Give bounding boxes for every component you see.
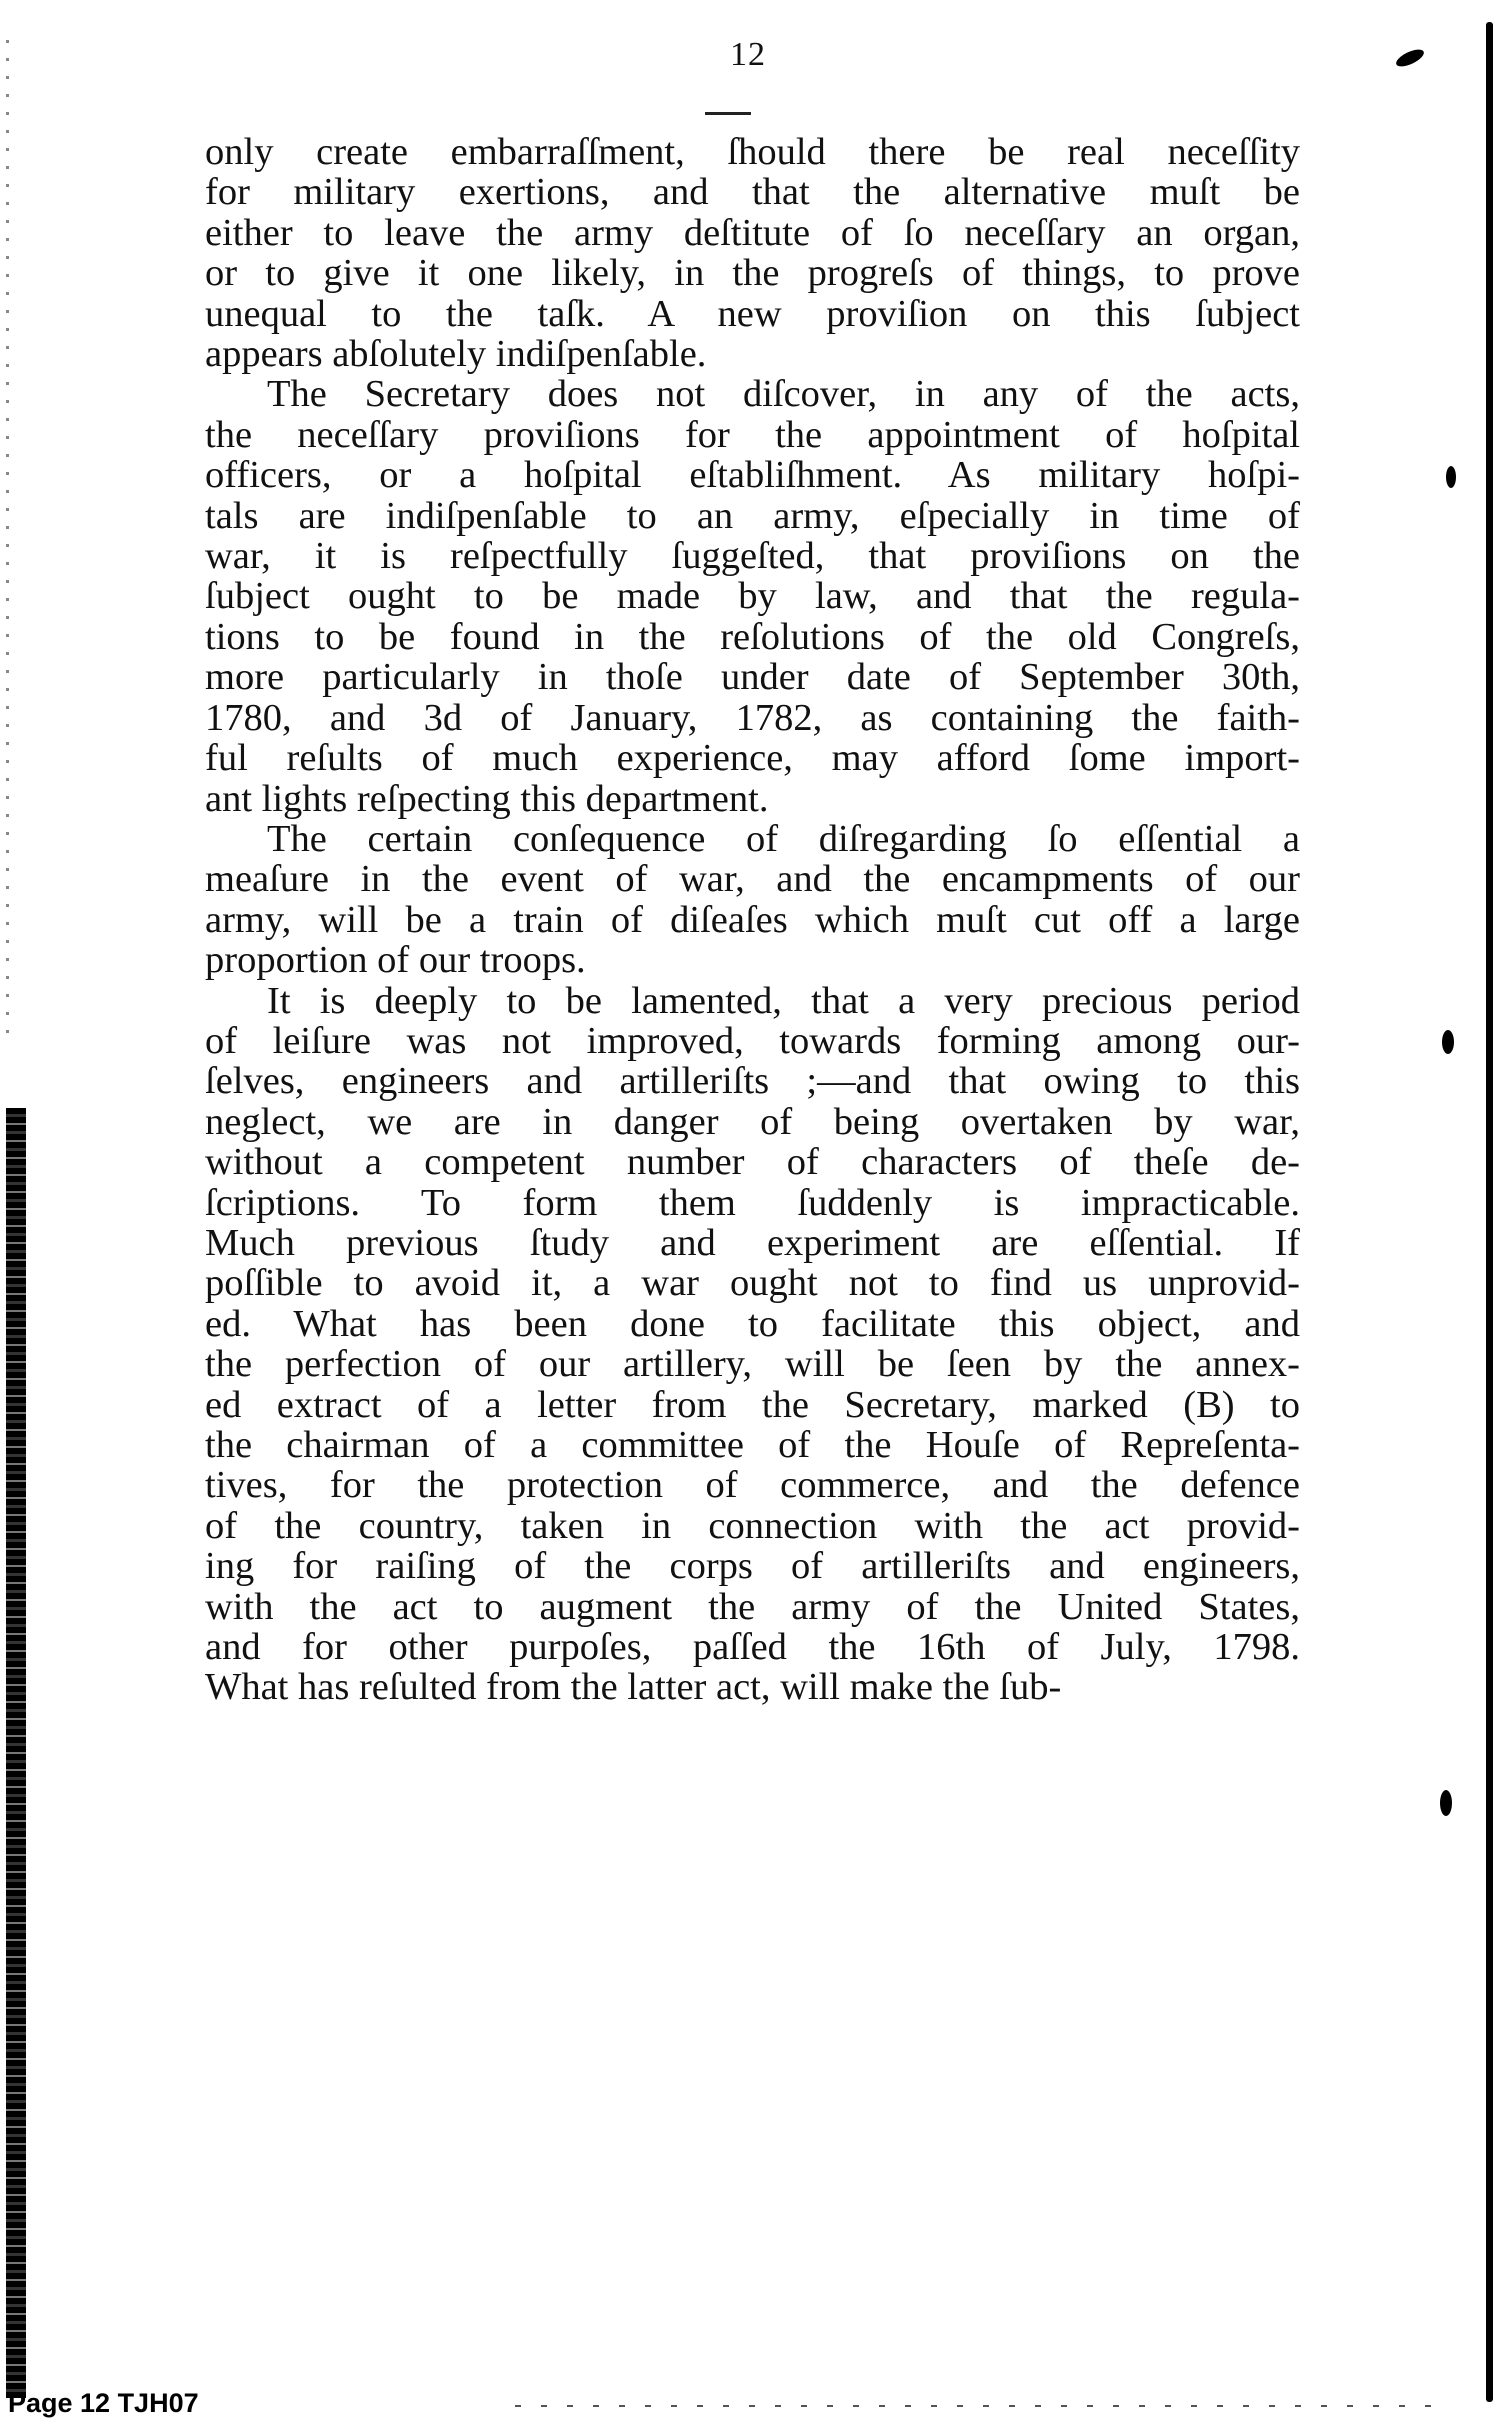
text-line: ſcriptions. To form them ſuddenly is impracticable. [205, 1181, 1300, 1224]
text-line: or to give it one likely, in the progreſs of things, to prove [205, 252, 1300, 295]
text-line: the neceſſary proviſions for the appointment of hoſpital [205, 413, 1300, 456]
document-body [205, 132, 1300, 1708]
text-line: Much previous ſtudy and experiment are eſſential. If [205, 1221, 1300, 1264]
footer-page-label: Page 12 TJH07 [8, 2388, 199, 2418]
text-line: 1780, and 3d of January, 1782, as containing the faith- [205, 696, 1300, 739]
text-line: tives, for the protection of commerce, and the defence [205, 1464, 1300, 1507]
text-line: officers, or a hoſpital eſtabliſhment. As military hoſpi- [205, 454, 1300, 497]
scan-smudge [1446, 466, 1456, 488]
page-number-rule [705, 112, 751, 115]
text-line: ſelves, engineers and artilleriſts ;—and that owing to this [205, 1060, 1300, 1103]
text-line: of the country, taken in connection with the act provid- [205, 1504, 1300, 1547]
scan-smudge [1394, 46, 1426, 70]
scan-smudge [1442, 1030, 1454, 1054]
text-line: ed. What has been done to facilitate this object, and [205, 1302, 1300, 1345]
text-line: war, it is reſpectfully ſuggeſted, that proviſions on the [205, 535, 1300, 578]
text-line: ing for raiſing of the corps of artilleriſts and engineers, [205, 1545, 1300, 1588]
text-line: ful reſults of much experience, may afford ſome import- [205, 737, 1300, 780]
text-line: the perfection of our artillery, will be ſeen by the annex- [205, 1343, 1300, 1386]
text-line: proportion of our troops. [205, 939, 586, 982]
text-line: What has reſulted from the latter act, will make the ſub- [205, 1666, 1062, 1709]
text-line: for military exertions, and that the alternative muſt be [205, 171, 1300, 214]
text-line: unequal to the taſk. A new proviſion on this ſubject [205, 292, 1300, 335]
scan-footer-dots [515, 2405, 1435, 2407]
text-line: neglect, we are in danger of being overtaken by war, [205, 1100, 1300, 1143]
paragraph [205, 132, 1300, 374]
paragraph [205, 374, 1300, 818]
text-line: the chairman of a committee of the Houſe of Repreſenta- [205, 1424, 1300, 1466]
text-line: more particularly in thoſe under date of September 30th, [205, 656, 1300, 699]
text-line: with the act to augment the army of the United States, [205, 1585, 1300, 1628]
text-line: tals are indiſpenſable to an army, eſpecially in time of [205, 494, 1300, 537]
text-line: ant lights reſpecting this department. [205, 777, 769, 820]
text-line: It is deeply to be lamented, that a very precious period [267, 979, 1300, 1022]
text-line: meaſure in the event of war, and the encampments of our [205, 858, 1300, 901]
text-line: of leiſure was not improved, towards forming among our- [205, 1019, 1300, 1062]
text-line: The certain conſequence of diſregarding ſo eſſential a [267, 817, 1300, 860]
paragraph [205, 819, 1300, 981]
text-line: ed extract of a letter from the Secretary, marked (B) to [205, 1383, 1300, 1426]
scan-edge-right [1486, 22, 1493, 2402]
text-line: appears abſolutely indiſpenſable. [205, 333, 707, 376]
text-line: either to leave the army deſtitute of ſo neceſſary an organ, [205, 211, 1300, 254]
text-line: without a competent number of characters of theſe de- [205, 1141, 1300, 1184]
text-line: and for other purpoſes, paſſed the 16th of July, 1798. [205, 1626, 1300, 1669]
paragraph [205, 981, 1300, 1708]
page-number: 12 [730, 36, 766, 73]
text-line: tions to be found in the reſolutions of the old Congreſs, [205, 615, 1300, 658]
scan-smudge [1440, 1790, 1452, 1816]
scan-edge-left-top [6, 40, 9, 1040]
scan-edge-left [6, 1108, 26, 2398]
text-line: army, will be a train of diſeaſes which muſt cut off a large [205, 898, 1300, 941]
text-line: ſubject ought to be made by law, and that the regula- [205, 575, 1300, 618]
text-line: poſſible to avoid it, a war ought not to find us unprovid- [205, 1262, 1300, 1305]
text-line: only create embarraſſment, ſhould there be real neceſſity [205, 131, 1300, 173]
text-line: The Secretary does not diſcover, in any of the acts, [267, 373, 1300, 416]
